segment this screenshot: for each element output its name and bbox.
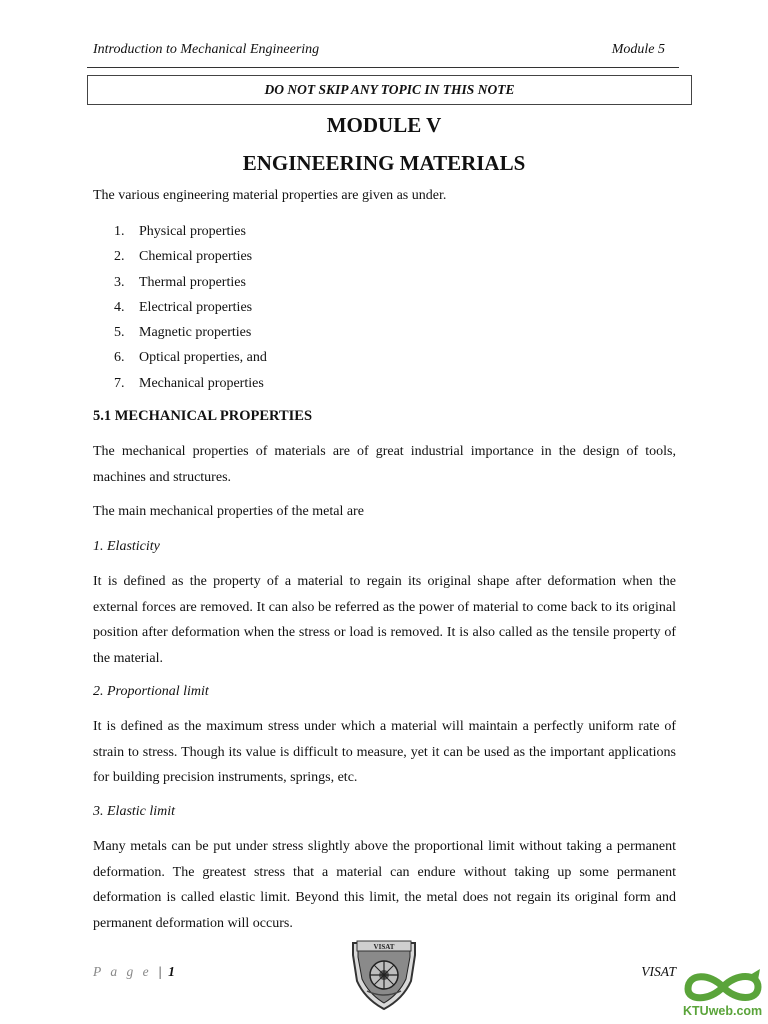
subheading-elasticity: 1. Elasticity bbox=[93, 539, 160, 554]
footer-institution: VISAT bbox=[641, 964, 676, 979]
list-text: Optical properties, and bbox=[139, 350, 267, 366]
page-number: 1 bbox=[168, 964, 175, 979]
list-item bbox=[114, 345, 267, 370]
crest-logo-icon bbox=[343, 937, 425, 1011]
list-item bbox=[114, 295, 267, 320]
list-number: 2. bbox=[114, 249, 125, 265]
page-footer-number bbox=[93, 964, 175, 980]
page-separator: | bbox=[158, 964, 162, 979]
list-number: 6. bbox=[114, 350, 125, 366]
list-item bbox=[114, 320, 267, 345]
properties-list bbox=[114, 219, 267, 396]
section-paragraph: The main mechanical properties of the metal are bbox=[93, 504, 364, 519]
list-text: Chemical properties bbox=[139, 249, 253, 265]
list-number: 1. bbox=[114, 224, 125, 239]
list-number: 4. bbox=[114, 299, 125, 315]
elastic-limit-paragraph: Many metals can be put under stress slightly above the proportional limit without taking a permanent deformation. The greatest stress that a material can endure without taking up some permanent deformation is called elastic limit. Beyond this limit, the metal does not regain its original form and permanent deformation will occurs. bbox=[93, 839, 676, 931]
list-text: Electrical properties bbox=[139, 299, 253, 315]
subheading-proportional-limit: 2. Proportional limit bbox=[93, 684, 209, 699]
list-item bbox=[114, 371, 267, 396]
elasticity-paragraph: It is defined as the property of a material to regain its original shape after deformation when the external forces are removed. It can also be referred as the power of material to come back to its original position after deformation when the stress or load is removed. It is also called as the tensile property of the material. bbox=[93, 574, 676, 666]
svg-text:VISAT: VISAT bbox=[373, 943, 395, 951]
list-text: Physical properties bbox=[139, 224, 246, 239]
subheading-elastic-limit: 3. Elastic limit bbox=[93, 804, 176, 819]
list-number: 5. bbox=[114, 325, 125, 341]
header-module: Module 5 bbox=[611, 42, 665, 57]
list-item bbox=[114, 244, 267, 269]
brand-text: KTUweb.com bbox=[683, 1004, 763, 1018]
page-label: P a g e bbox=[93, 964, 152, 979]
notice-box: DO NOT SKIP ANY TOPIC IN THIS NOTE bbox=[87, 75, 692, 105]
list-item bbox=[114, 270, 267, 295]
module-title: MODULE V bbox=[326, 113, 442, 137]
list-number: 7. bbox=[114, 375, 125, 391]
list-text: Thermal properties bbox=[139, 274, 246, 290]
list-number: 3. bbox=[114, 274, 125, 290]
section-heading: 5.1 MECHANICAL PROPERTIES bbox=[93, 408, 313, 424]
chapter-title: ENGINEERING MATERIALS bbox=[242, 151, 526, 175]
header-rule bbox=[87, 67, 679, 68]
list-item bbox=[114, 219, 267, 244]
section-paragraph: The mechanical properties of materials are of great industrial importance in the design of tools, machines and structures. bbox=[93, 444, 676, 485]
header-title: Introduction to Mechanical Engineering bbox=[93, 42, 320, 57]
intro-paragraph: The various engineering material properties are given as under. bbox=[93, 188, 447, 203]
list-text: Magnetic properties bbox=[139, 325, 252, 341]
list-text: Mechanical properties bbox=[139, 375, 264, 391]
proportional-limit-paragraph: It is defined as the maximum stress under which a material will maintain a perfectly uniform rate of strain to stress. Though its value is difficult to measure, yet it can be used as the important applications for building precision instruments, springs, etc. bbox=[93, 719, 676, 785]
